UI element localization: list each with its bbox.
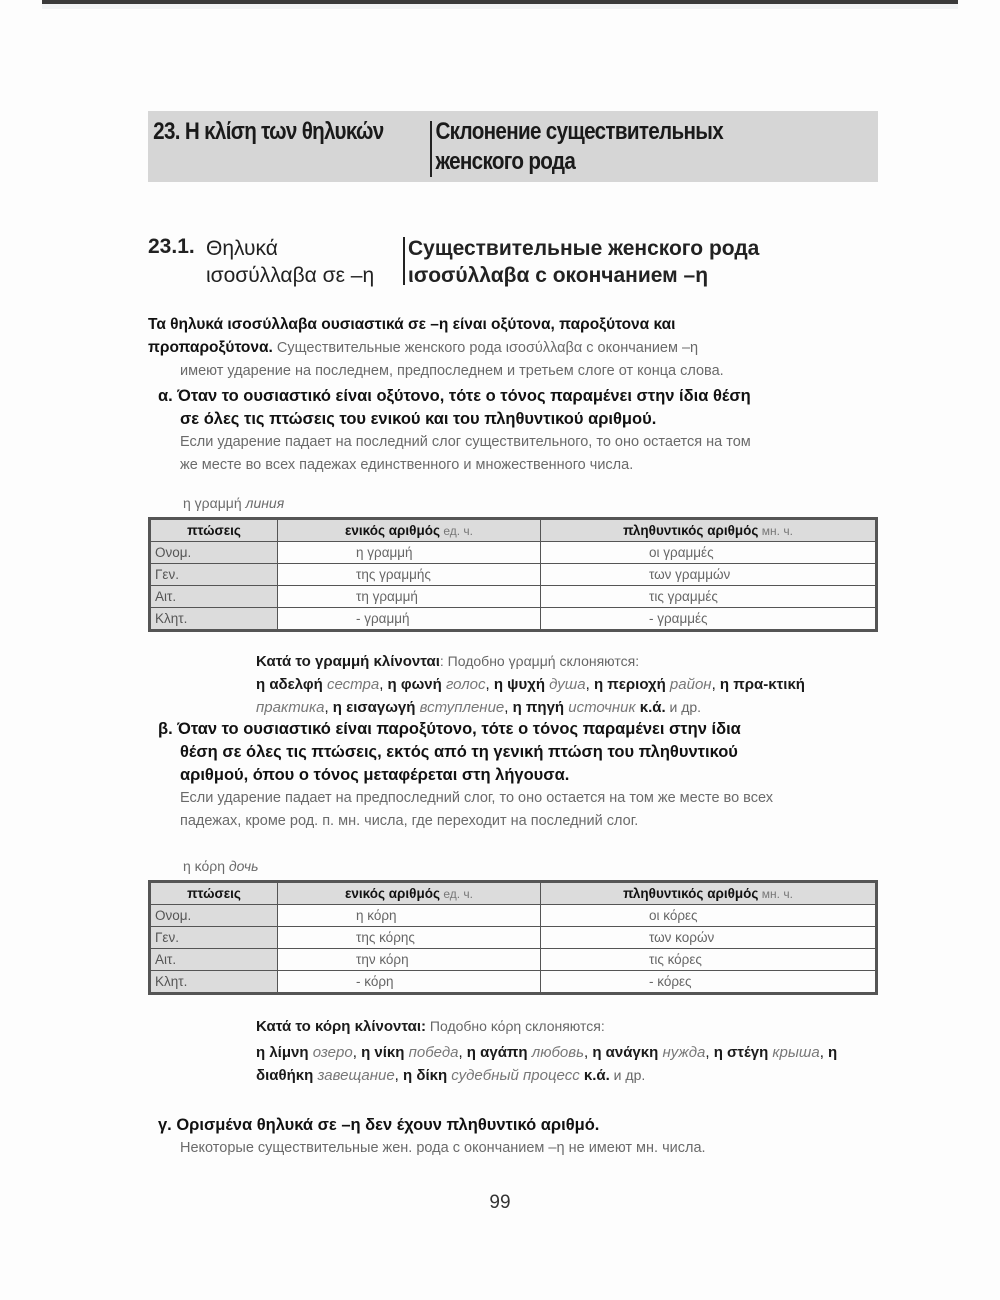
word-translation: нужда: [658, 1044, 706, 1061]
word-greek: η διαθήκη: [256, 1044, 838, 1084]
plural-form: οι κόρες: [541, 905, 877, 927]
section-title-greek: [206, 235, 401, 289]
rule-alpha: [158, 385, 898, 477]
header-plural-label: πληθυντικός αριθμός: [623, 523, 759, 538]
case-label: Κλητ.: [150, 971, 278, 994]
similar-words-grammi: Κατά το γραμμή κλίνονται: Подобно γραμμή склоняются: η αδελφή сестра, η φωνή голос, η ψυχή душа, η περιοχή район, η πρα-κτική практика, η εισαγωγή вступление, η πηγή источник κ.ά. и др.: [256, 653, 805, 716]
header-singular-label: ενικός αριθμός: [345, 886, 440, 901]
word-greek: η δίκη: [403, 1067, 448, 1084]
rule-alpha-greek-line1: α. Όταν το ουσιαστικό είναι οξύτονο, τότε ο τόνος παραμένει στην ίδια θέση: [158, 387, 751, 405]
word-translation: район: [665, 676, 712, 693]
singular-form: - κόρη: [278, 971, 541, 994]
plural-form: οι γραμμές: [541, 542, 877, 564]
table-row: [150, 949, 877, 971]
header-singular: [278, 519, 541, 542]
etc-russian: и др.: [665, 699, 702, 715]
case-label: Ονομ.: [150, 542, 278, 564]
similar-lead-greek: Κατά το κόρη κλίνονται:: [256, 1018, 427, 1035]
intro-paragraph: [148, 313, 878, 383]
table-row: [150, 586, 877, 608]
table-row: [150, 542, 877, 564]
word-greek: η φωνή: [387, 676, 442, 693]
word-translation: вступление: [415, 699, 505, 716]
word-translation: практика: [256, 699, 325, 716]
rule-beta-russian-line1: Если ударение падает на предпоследний слог, то оно остается на том же месте во всех: [180, 790, 773, 806]
word-translation: душа: [545, 676, 586, 693]
case-label: Ονομ.: [150, 905, 278, 927]
word-greek: η στέγη: [713, 1044, 769, 1061]
table1-caption-greek: η γραμμή: [183, 495, 242, 511]
chapter-title-russian-line1: Склонение существительных: [435, 118, 724, 145]
plural-form: - κόρες: [541, 971, 877, 994]
singular-form: η κόρη: [278, 905, 541, 927]
header-singular: [278, 882, 541, 905]
section-header: [148, 235, 759, 289]
word-greek: η αγάπη: [466, 1044, 528, 1061]
word-greek: η αδελφή: [256, 676, 323, 693]
word-greek: η ανάγκη: [592, 1044, 659, 1061]
table-row: [150, 564, 877, 586]
similar-lead-russian: Подобно κόρη склоняются:: [426, 1018, 605, 1034]
rule-alpha-russian-line2: же месте во всех падежах единственного и множественного числа.: [180, 457, 634, 473]
declension-table-grammi: [148, 517, 878, 632]
section-title-greek-line1: Θηλυκά: [206, 237, 278, 260]
header-plural-abbr: мн. ч.: [758, 524, 793, 538]
word-translation: сестра: [322, 676, 380, 693]
plural-form: τις κόρες: [541, 949, 877, 971]
similar-lead-russian: : Подобно γραμμή склоняются:: [439, 653, 640, 669]
word-translation: завещание: [313, 1067, 395, 1084]
plural-form: τις γραμμές: [541, 586, 877, 608]
etc-russian: и др.: [609, 1067, 646, 1083]
section-title-russian: [405, 235, 759, 289]
rule-beta-russian-line2: падежах, кроме род. п. мн. числа, где переходит на последний слог.: [180, 813, 639, 829]
intro-russian-line1: Существительные женского рода ισοσύλλαβα с окончанием –η: [272, 340, 699, 356]
section-number: 23.1.: [148, 235, 195, 258]
section-title-greek-line2: ισοσύλλαβα σε –η: [206, 264, 375, 287]
word-translation: судебный процесс: [447, 1067, 580, 1084]
rule-beta-greek-line1: β. Όταν το ουσιαστικό είναι παροξύτονο, τότε ο τόνος παραμένει στην ίδια: [158, 720, 741, 738]
rule-gamma-greek: γ. Ορισμένα θηλυκά σε –η δεν έχουν πληθυντικό αριθμό.: [158, 1116, 600, 1134]
header-plural-abbr: мн. ч.: [758, 887, 793, 901]
similar-words-kori: Κατά το κόρη κλίνονται: Подобно κόρη склоняются: η λίμνη озеро, η νίκη победа, η αγάπη любовь, η ανάγκη нужда, η στέγη крыша, η διαθήκη завещание, η δίκη судебный процесс κ.ά. и др.: [256, 1018, 838, 1084]
declension-table-kori: [148, 880, 878, 995]
plural-form: - γραμμές: [541, 608, 877, 631]
top-border-rule: [42, 0, 958, 4]
table1-caption: [183, 495, 284, 511]
word-greek: η περιοχή: [593, 676, 666, 693]
case-label: Κλητ.: [150, 608, 278, 631]
word-greek: η εισαγωγή: [332, 699, 416, 716]
section-title-russian-line1: Существительные женского рода: [408, 237, 760, 260]
word-translation: озеро: [308, 1044, 353, 1061]
singular-form: της γραμμής: [278, 564, 541, 586]
table-row: [150, 927, 877, 949]
header-cases: πτώσεις: [150, 519, 278, 542]
header-plural: [541, 519, 877, 542]
plural-form: των γραμμών: [541, 564, 877, 586]
plural-form: των κορών: [541, 927, 877, 949]
chapter-title-russian: [432, 117, 779, 177]
case-label: Γεν.: [150, 927, 278, 949]
header-plural-label: πληθυντικός αριθμός: [623, 886, 759, 901]
section-title-russian-line2: ισοσύλλαβα с окончанием –η: [408, 264, 709, 287]
table1-caption-russian: линия: [241, 495, 285, 511]
chapter-header: [148, 111, 878, 182]
etc-greek: κ.ά.: [639, 699, 666, 716]
singular-form: της κόρης: [278, 927, 541, 949]
singular-form: - γραμμή: [278, 608, 541, 631]
singular-form: την κόρη: [278, 949, 541, 971]
word-translation: победа: [404, 1044, 459, 1061]
word-greek: η νίκη: [361, 1044, 405, 1061]
rule-beta-greek-line2: θέση σε όλες τις πτώσεις, εκτός από τη γενική πτώση του πληθυντικού: [180, 743, 738, 761]
intro-greek-line1: Τα θηλυκά ισοσύλλαβα ουσιαστικά σε –η είναι οξύτονα, παροξύτονα και: [148, 316, 676, 333]
word-translation: крыша: [768, 1044, 820, 1061]
case-label: Γεν.: [150, 564, 278, 586]
singular-form: τη γραμμή: [278, 586, 541, 608]
rule-gamma: [158, 1114, 898, 1160]
header-cases: πτώσεις: [150, 882, 278, 905]
table2-caption-russian: дочь: [225, 858, 259, 874]
etc-greek: κ.ά.: [583, 1067, 610, 1084]
word-greek: η ψυχή: [493, 676, 546, 693]
word-translation: источник: [564, 699, 636, 716]
rule-gamma-russian: Некоторые существительные жен. рода с окончанием –η не имеют мн. числа.: [180, 1140, 706, 1156]
chapter-title-greek: 23. Η κλίση των θηλυκών: [153, 118, 384, 145]
rule-beta-greek-line3: αριθμού, όπου ο τόνος μεταφέρεται στη λήγουσα.: [180, 766, 570, 784]
table-header-row: [150, 519, 877, 542]
singular-form: η γραμμή: [278, 542, 541, 564]
similar-lead-greek: Κατά το γραμμή κλίνονται: [256, 653, 440, 670]
intro-russian-line2: имеют ударение на последнем, предпоследнем и третьем слоге от конца слова.: [180, 363, 724, 379]
rule-alpha-russian-line1: Если ударение падает на последний слог существительного, то оно остается на том: [180, 434, 751, 450]
table-row: [150, 608, 877, 631]
header-singular-abbr: ед. ч.: [440, 524, 473, 538]
case-label: Αιτ.: [150, 949, 278, 971]
table-row: [150, 971, 877, 994]
rule-alpha-greek-line2: σε όλες τις πτώσεις του ενικού και του πληθυντικού αριθμού.: [180, 410, 657, 428]
word-greek: η πρα-κτική: [719, 676, 805, 693]
word-greek: η πηγή: [512, 699, 565, 716]
page-number: 99: [489, 1192, 511, 1213]
word-translation: голос: [441, 676, 486, 693]
table2-caption: [183, 858, 258, 874]
word-greek: η λίμνη: [256, 1044, 309, 1061]
rule-beta: [158, 718, 898, 833]
header-singular-label: ενικός αριθμός: [345, 523, 440, 538]
case-label: Αιτ.: [150, 586, 278, 608]
intro-greek-line2: προπαροξύτονα.: [148, 339, 273, 356]
word-translation: любовь: [527, 1044, 584, 1061]
table-header-row: [150, 882, 877, 905]
header-plural: [541, 882, 877, 905]
table-row: [150, 905, 877, 927]
header-singular-abbr: ед. ч.: [440, 887, 473, 901]
chapter-title-russian-line2: женского рода: [435, 148, 576, 175]
table2-caption-greek: η κόρη: [183, 858, 226, 874]
